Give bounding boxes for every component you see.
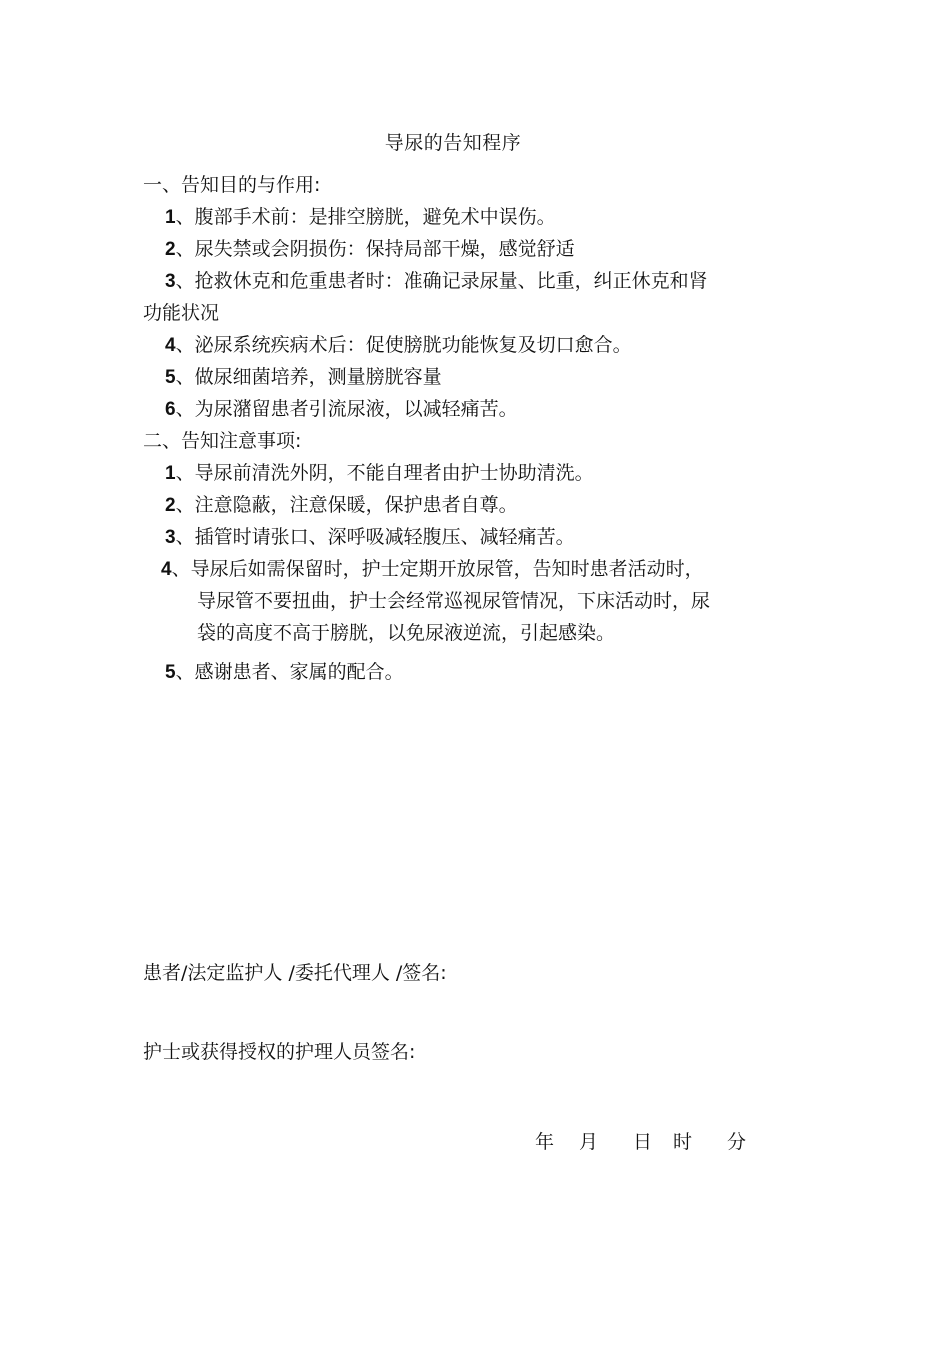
- item-number: 4: [165, 335, 176, 356]
- section1-item-1: [165, 201, 556, 234]
- item-text: 、尿失禁或会阴损伤：保持局部干燥，感觉舒适: [175, 238, 575, 260]
- date-month: 月: [579, 1131, 599, 1153]
- item-number: 1: [165, 207, 176, 228]
- date-time-line: [535, 1127, 746, 1154]
- item-text: 、抢救休克和危重患者时：准确记录尿量、比重，纠正休克和肾: [175, 270, 708, 292]
- item-text: 、注意隐蔽，注意保暖，保护患者自尊。: [175, 494, 518, 516]
- item-text: 、做尿细菌培养，测量膀胱容量: [175, 366, 442, 388]
- date-minute: 分: [727, 1131, 747, 1153]
- item-number: 2: [165, 495, 176, 516]
- item-number: 4: [161, 559, 172, 580]
- section1-item-3: [165, 265, 708, 298]
- section1-item-2: [165, 233, 575, 266]
- item-text: 、泌尿系统疾病术后：促使膀胱功能恢复及切口愈合。: [175, 334, 632, 356]
- section1-item-4: [165, 329, 632, 362]
- section2-item-3: [165, 521, 575, 554]
- item-text: 、插管时请张口、深呼吸减轻腹压、减轻痛苦。: [175, 526, 575, 548]
- item-number: 5: [165, 662, 176, 683]
- section2-heading: 二、告知注意事项:: [143, 430, 302, 452]
- item-number: 3: [165, 527, 176, 548]
- item-text: 、导尿后如需保留时，护士定期开放尿管，告知时患者活动时，: [171, 558, 704, 580]
- item-text: 、腹部手术前：是排空膀胱，避免术中误伤。: [175, 206, 556, 228]
- item-number: 1: [165, 463, 176, 484]
- item-number: 5: [165, 367, 176, 388]
- item-text: 、为尿潴留患者引流尿液，以减轻痛苦。: [175, 398, 518, 420]
- section2-item-1: [165, 457, 594, 490]
- section2-item-4-continuation-1: 导尿管不要扭曲，护士会经常巡视尿管情况，下床活动时，尿: [197, 590, 711, 612]
- item-text: 、导尿前清洗外阴，不能自理者由护士协助清洗。: [175, 462, 594, 484]
- section1-item-3-continuation: 功能状况: [143, 302, 220, 324]
- item-number: 6: [165, 399, 176, 420]
- section1-heading: 一、告知目的与作用:: [143, 174, 321, 196]
- item-number: 3: [165, 271, 176, 292]
- date-day: 日: [633, 1131, 653, 1153]
- nurse-signature-label: 护士或获得授权的护理人员签名:: [143, 1041, 416, 1063]
- section2-item-4: [161, 553, 704, 586]
- section2-item-2: [165, 489, 518, 522]
- section2-item-4-continuation-2: 袋的高度不高于膀胱，以免尿液逆流，引起感染。: [197, 622, 616, 644]
- section2-item-5: [165, 656, 404, 689]
- item-text: 、感谢患者、家属的配合。: [175, 661, 404, 683]
- item-number: 2: [165, 239, 176, 260]
- date-year: 年: [535, 1131, 555, 1153]
- document-title: 导尿的告知程序: [384, 132, 522, 154]
- section1-item-5: [165, 361, 442, 394]
- section1-item-6: [165, 393, 518, 426]
- date-hour: 时: [673, 1131, 693, 1153]
- patient-signature-label: 患者/法定监护人 /委托代理人 /签名:: [143, 962, 447, 984]
